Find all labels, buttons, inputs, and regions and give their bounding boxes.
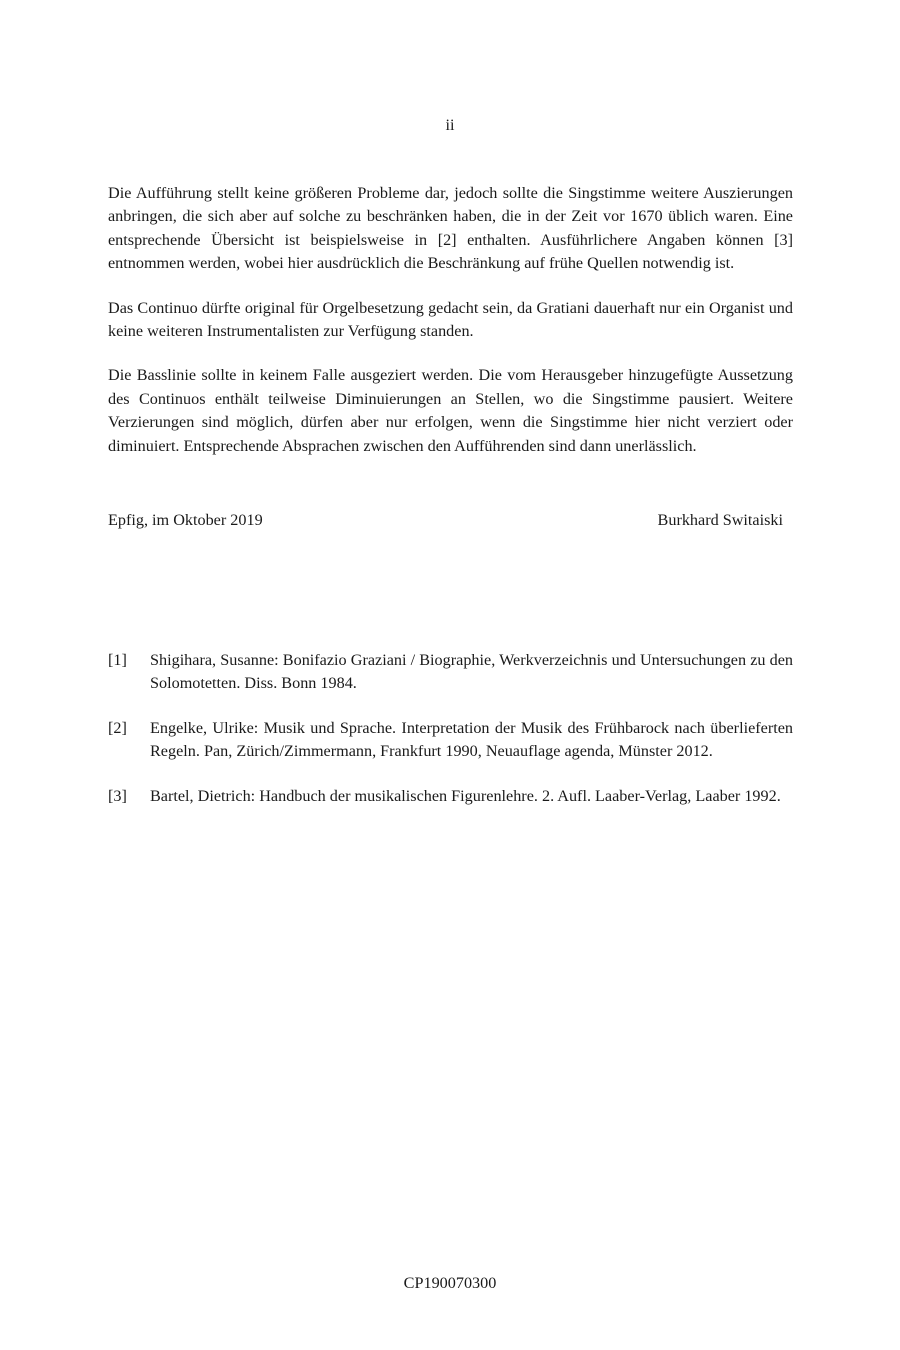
paragraph-performance: Die Aufführung stellt keine größeren Probleme dar, jedoch sollte die Singstimme weitere Auszierungen anbringen, die sich aber auf solche zu beschränken haben, die in der Zeit vor 1670 üblich waren. Eine entsprechende Übersicht ist beispielsweise in [2] enthalten. Ausführlichere Angaben können [3] entnommen werden, wobei hier ausdrücklich die Beschränkung auf frühe Quellen notwendig ist. (108, 184, 793, 273)
reference-text: Engelke, Ulrike: Musik und Sprache. Interpretation der Musik des Frühbarock nach überlieferten Regeln. Pan, Zürich/Zimmermann, Frankfurt 1990, Neuauflage agenda, Münster 2012. (150, 718, 793, 761)
paragraph-continuo: Das Continuo dürfte original für Orgelbesetzung gedacht sein, da Gratiani dauerhaft nur ein Organist und keine weiteren Instrumentalisten zur Verfügung standen. (108, 298, 793, 341)
reference-number: [1] (108, 651, 127, 669)
place-date: Epfig, im Oktober 2019 (108, 511, 263, 529)
reference-text: Bartel, Dietrich: Handbuch der musikalischen Figurenlehre. 2. Aufl. Laaber-Verlag, Laaber 1992. (150, 786, 781, 805)
body-text (108, 182, 793, 479)
reference-number: [3] (108, 786, 127, 805)
reference-text: Shigihara, Susanne: Bonifazio Graziani / Biographie, Werkverzeichnis und Untersuchungen zu den Solomotetten. Diss. Bonn 1984. (150, 651, 793, 693)
reference-number: [2] (108, 718, 127, 737)
signature-row (108, 509, 783, 532)
reference-list (108, 649, 793, 829)
reference-item (108, 785, 793, 808)
paragraph-bassline: Die Basslinie sollte in keinem Falle ausgeziert werden. Die vom Herausgeber hinzugefügte Aussetzung des Continuos enthält teilweise Diminuierungen an Stellen, wo die Singstimme pausiert. Weitere Verzierungen sind möglich, dürfen aber nur erfolgen, wenn die Singstimme hier nicht verziert oder diminuiert. Entsprechende Absprachen zwischen den Aufführenden sind dann unerlässlich. (108, 366, 793, 455)
reference-item (108, 717, 793, 764)
author-name: Burkhard Switaiski (657, 511, 783, 529)
reference-item (108, 649, 793, 696)
page-number: ii (445, 116, 455, 134)
footer-catalog-number: CP190070300 (403, 1274, 497, 1292)
